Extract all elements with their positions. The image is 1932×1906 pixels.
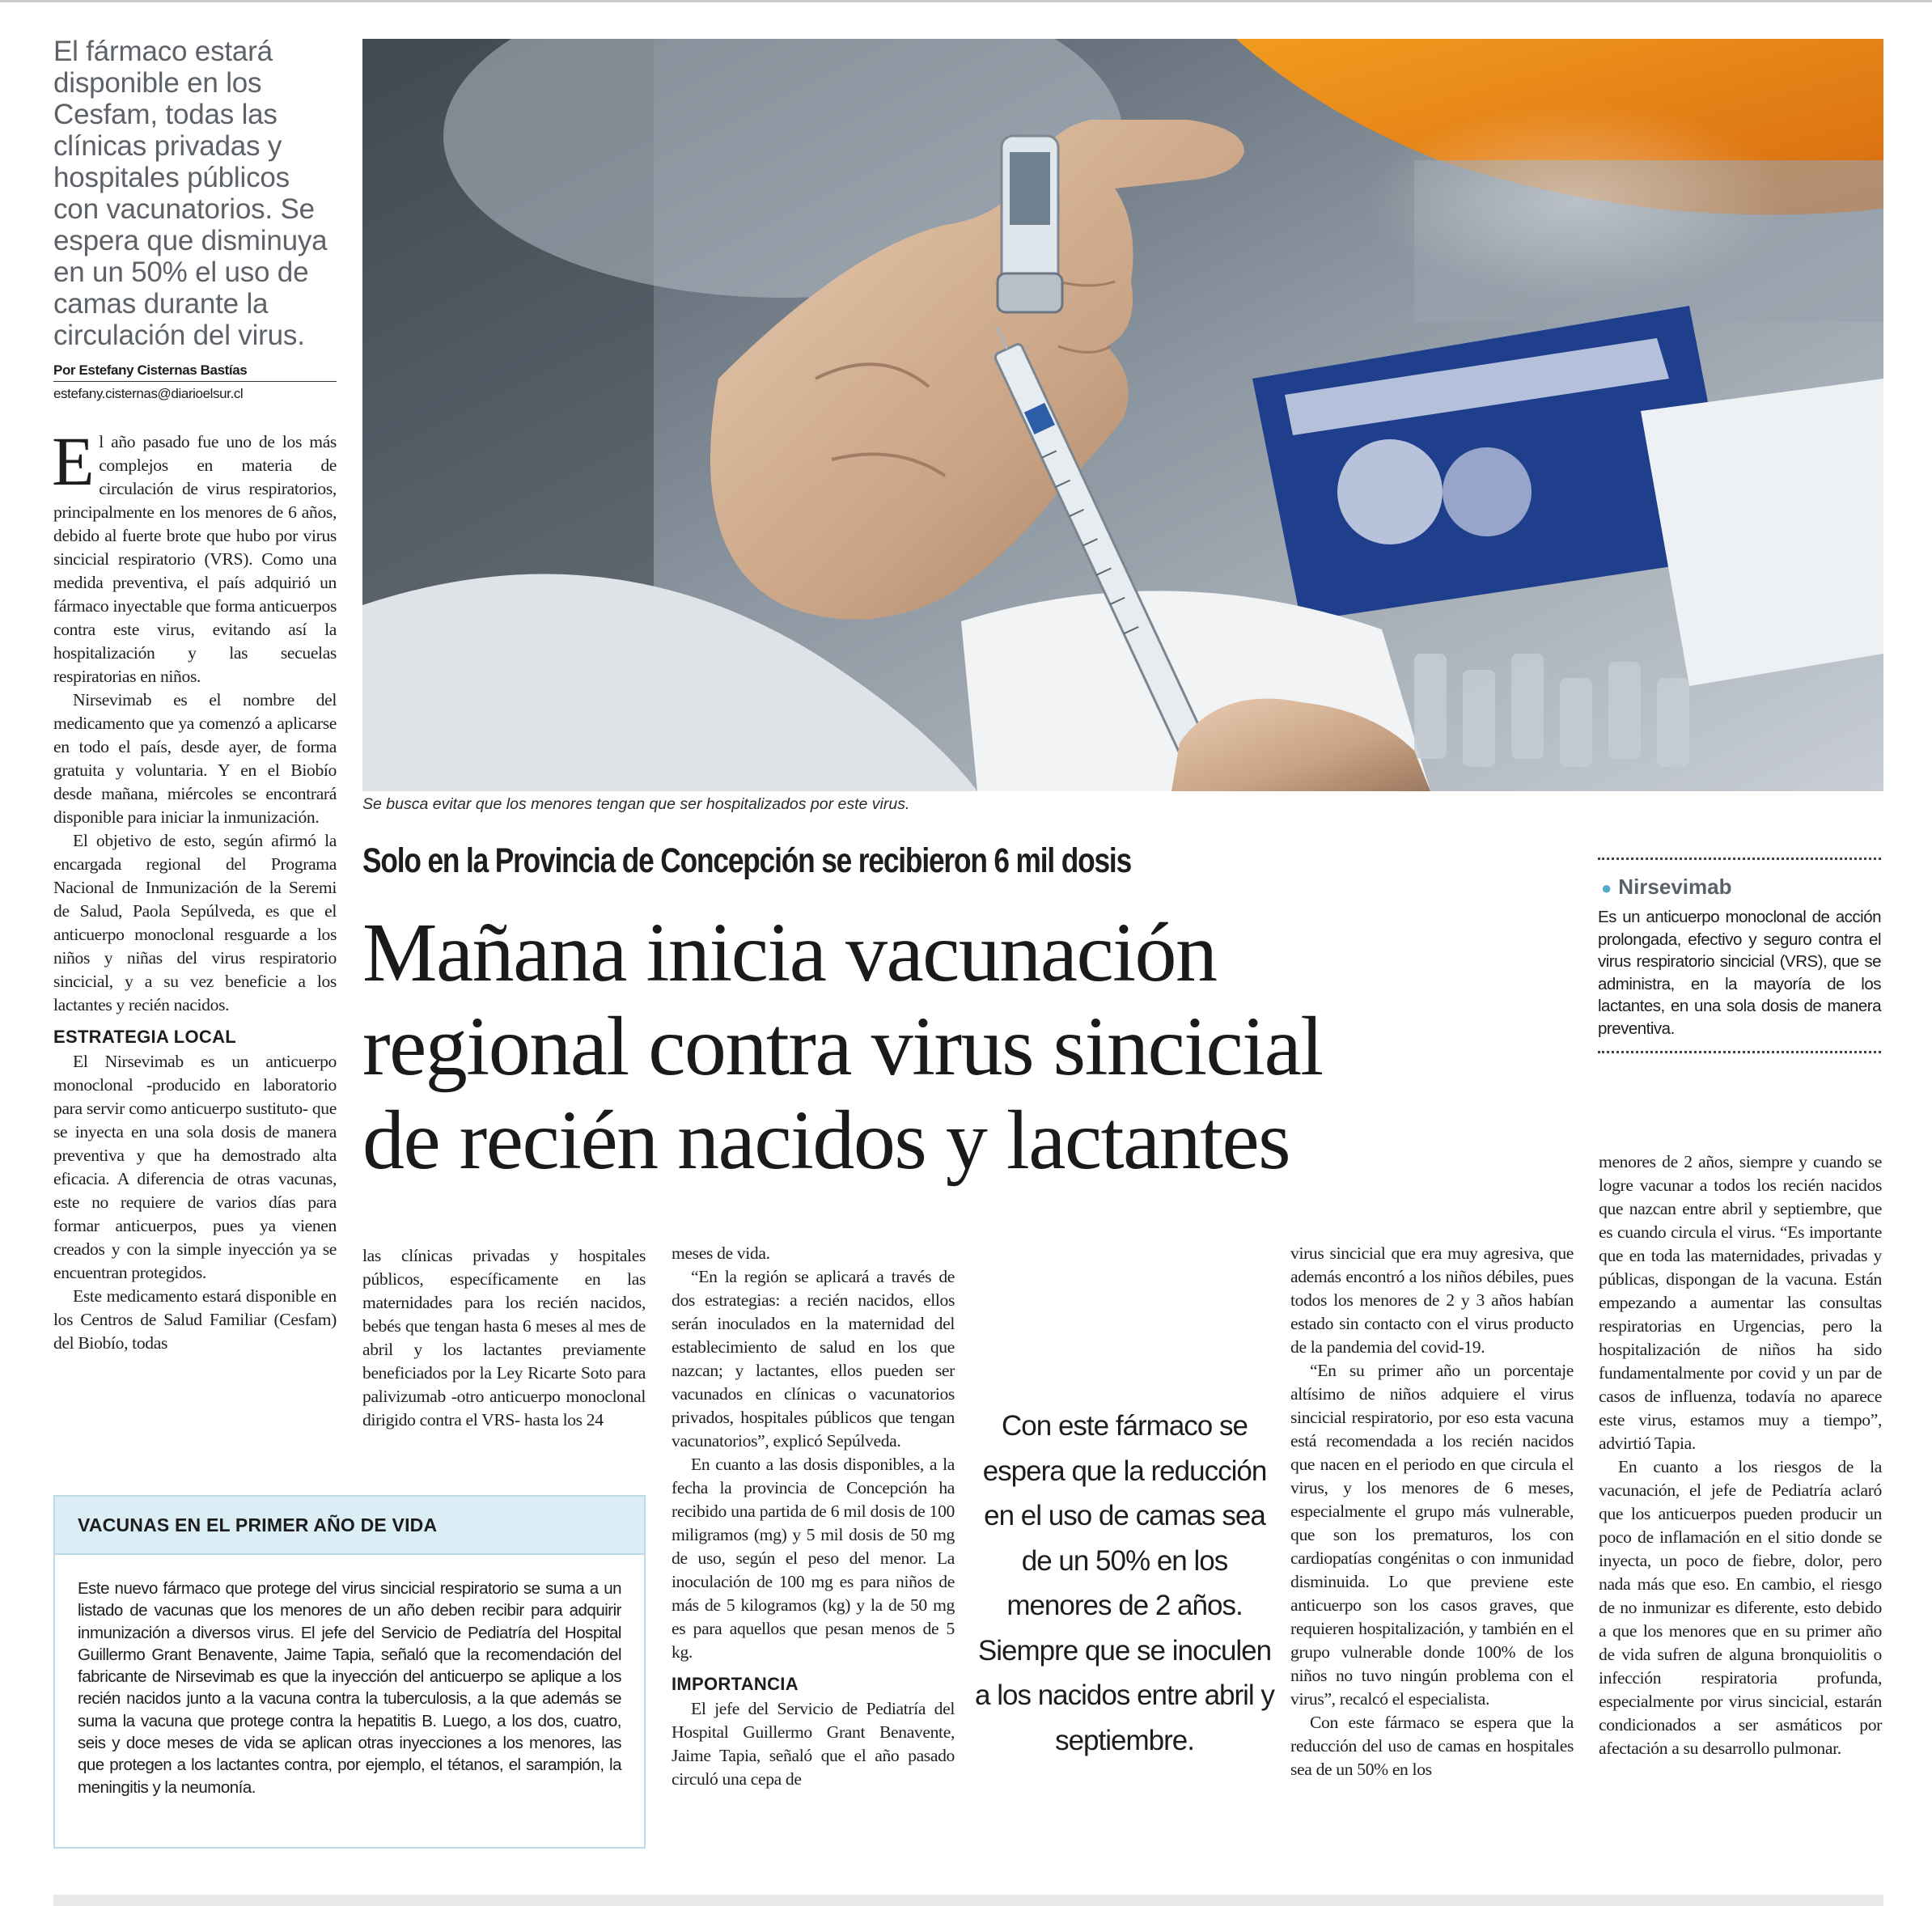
top-rule [0, 0, 1932, 2]
paragraph [52, 422, 337, 688]
headline [362, 906, 1576, 1188]
subhead-estrategia: ESTRATEGIA LOCAL [53, 1027, 237, 1047]
paragraph: En cuanto a las dosis disponibles, a la fecha la provincia de Concepción ha recibido una partida de 6 mil dosis de 100 miligramos (mg) y 5 mil dosis de 50 mg de uso, según el peso del menor. La inoculación de 100 mg es para niños de más de 5 kilogramos (kg) y la de 50 mg es para aquellos que pesan menos de 5 kg. [672, 1455, 955, 1662]
sidebar-title-text: Nirsevimab [1618, 875, 1732, 899]
vaccines-box [53, 1495, 646, 1849]
bottom-band [53, 1895, 1883, 1906]
paragraph: Con este fármaco se espera que la reducción del uso de camas en hospitales sea de un 50% en los [1290, 1713, 1574, 1779]
author-email[interactable]: estefany.cisternas@diarioelsur.cl [53, 386, 244, 401]
paragraph: El Nirsevimab es un anticuerpo monoclonal -producido en laboratorio para servir como anticuerpo sustituto- que se inyecta en una sola dosis de manera preventiva y que ha demostrado alta eficacia. A diferencia de otras vacunas, este no requiere de varios días para formar anticuerpos, pues ya vienen creados y con la simple inyección ya se encuentran protegidos. [53, 1052, 337, 1282]
sidebar-title [1601, 875, 1881, 900]
headline-line: Mañana inicia vacunación [362, 906, 1217, 999]
column-5 [1290, 1242, 1574, 1781]
byline: Por Estefany Cisternas Bastías [53, 362, 337, 382]
bullet-icon: ● [1601, 878, 1612, 898]
divider [1598, 1051, 1881, 1053]
column-3 [672, 1242, 955, 1791]
paragraph: las clínicas privadas y hospitales públicos, específicamente en las maternidades para los recién nacidos, bebés que tengan hasta 6 meses al mes de abril y los lactantes previamente beneficiados por la Ley Ricarte Soto para palivizumab -otro anticuerpo monoclonal dirigido contra el VRS- hasta los 24 [362, 1246, 646, 1430]
sidebar-text: Es un anticuerpo monoclonal de acción prolongada, efectivo y seguro contra el virus respiratorio sincicial (VRS), que se administra, en la mayoría de los lactantes, en una sola dosis de manera preventiva. [1598, 908, 1881, 1038]
paragraph: “En su primer año un porcentaje altísimo de niños adquiere el virus sincicial respiratorio, por eso esta vacuna está recomendada a los recién nacidos que nacen en el periodo en que circula el virus, y los menores de 6 meses, especialmente el grupo más vulnerable, que son los prematuros, los con cardiopatías congénitas o con inmunidad disminuida. Lo que previene este anticuerpo son los casos graves, que requieren hospitalización, y también en el grupo vulnerable donde 100% de los niños no tuvo ningún problema con el virus”, recalcó el especialista. [1290, 1361, 1574, 1709]
paragraph: En cuanto a los riesgos de la vacunación, el jefe de Pediatría aclaró que los anticuerpos pueden producir un poco de inflamación en el sitio donde se inyecta, un poco de fiebre, dolor, pero nada más que eso. En cambio, el riesgo de no inmunizar es diferente, esto debido a que los menores que en su primer año de vida sufren de alguna bronquiolitis o infección respiratoria profunda, especialmente por virus sincicial, estarán condicionados a ser asmáticos por afectación a su desarrollo pulmonar. [1599, 1457, 1882, 1758]
paragraph: El jefe del Servicio de Pediatría del Hospital Guillermo Grant Benavente, Jaime Tapia, señaló que el año pasado circuló una cepa de [672, 1699, 955, 1789]
column-1 [52, 422, 337, 1355]
subhead-importancia: IMPORTANCIA [672, 1674, 799, 1694]
vaccine-photo [362, 39, 1883, 791]
drop-cap: E [52, 422, 95, 500]
divider [1598, 858, 1881, 860]
headline-line: regional contra virus sincicial [362, 1000, 1323, 1093]
lead-deck: El fármaco estará disponible en los Cesfam, todas las clínicas privadas y hospitales públicos con vacunatorios. Se espera que disminuya en un 50% el uso de camas durante la circulación del virus. [53, 36, 328, 351]
paragraph-text: l año pasado fue uno de los más complejos en materia de circulación de virus respiratorios, principalmente en los menores de 6 años, debido al fuerte brote que hubo por virus sincicial respiratorio (VRS). Como una medida preventiva, el país adquirió un fármaco inyectable que forma anticuerpos contra este virus, evitando así la hospitalización y las secuelas respiratorias en niños. [53, 432, 337, 686]
kicker: Solo en la Provincia de Concepción se recibieron 6 mil dosis [362, 841, 1132, 880]
column-6 [1599, 1150, 1882, 1760]
column-2 [362, 1244, 646, 1432]
paragraph: virus sincicial que era muy agresiva, que además encontró a los niños débiles, pues todos los menores de 2 y 3 años habían estado sin contacto con el virus producto de la pandemia del covid-19. [1290, 1243, 1574, 1357]
paragraph: “En la región se aplicará a través de dos estrategias: a recién nacidos, ellos serán inoculados en la maternidad del establecimiento de salud en los que nazcan; y lactantes, ellos pueden ser vacunados en clínicas o vacunatorios privados, hospitales públicos que tengan vacunatorios”, explicó Sepúlveda. [672, 1267, 955, 1451]
vaccines-box-title: VACUNAS EN EL PRIMER AÑO DE VIDA [55, 1497, 644, 1555]
paragraph: menores de 2 años, siempre y cuando se logre vacunar a todos los recién nacidos que nazcan entre abril y septiembre, que es cuando circula el virus. “Es importante que en toda las maternidades, privadas y públicas, dispongan de la vacuna. Están empezando a aumentar las consultas respiratorias en Urgencias, pero la hospitalización de niños ha sido fundamentalmente por covid y un par de casos de influenza, todavía no aparece este virus, estamos muy a tiempo”, advirtió Tapia. [1599, 1152, 1882, 1453]
pull-quote: Con este fármaco se espera que la reducción en el uso de camas sea de un 50% en los menores de 2 años. Siempre que se inoculen a los nacidos entre abril y septiembre. [975, 1410, 1274, 1756]
vaccines-box-text: Este nuevo fármaco que protege del virus sincicial respiratorio se suma a un listado de vacunas que los menores de un año deben recibir para adquirir inmunización a diversos virus. El jefe del Servicio de Pediatría del Hospital Guillermo Grant Benavente, Jaime Tapia, señaló que la recomendación del fabricante de Nirsevimab es que la inyección del anticuerpo se aplique a los recién nacidos junto a la vacuna contra la tuberculosis, a la que además se suma la vacuna que protege contra la hepatitis B. Luego, a los dos, cuatro, seis y doce meses de vida se aplican otras inyecciones a los menores, las que protegen a los lactantes contra, por ejemplo, el tétanos, el sarampión, la meningitis y la neumonía. [78, 1579, 621, 1797]
vaccine-photo-illustration [362, 39, 1883, 791]
sidebar-nirsevimab [1598, 858, 1881, 1053]
paragraph: Nirsevimab es el nombre del medicamento que ya comenzó a aplicarse en todo el país, desde ayer, de forma gratuita y voluntaria. Y en el Biobío desde mañana, miércoles se encontrará disponible para iniciar la inmunización. [53, 690, 337, 827]
headline-line: de recién nacidos y lactantes [362, 1094, 1290, 1187]
paragraph: El objetivo de esto, según afirmó la encargada regional del Programa Nacional de Inmunización de la Seremi de Salud, Paola Sepúlveda, es que el anticuerpo monoclonal resguarde a los niños y niñas del virus respiratorio sincicial, y a su vez beneficie a los lactantes y recién nacidos. [53, 831, 337, 1014]
paragraph: meses de vida. [672, 1243, 770, 1263]
photo-caption: Se busca evitar que los menores tengan que ser hospitalizados por este virus. [362, 795, 910, 813]
paragraph: Este medicamento estará disponible en los Centros de Salud Familiar (Cesfam) del Biobío, todas [53, 1286, 337, 1353]
